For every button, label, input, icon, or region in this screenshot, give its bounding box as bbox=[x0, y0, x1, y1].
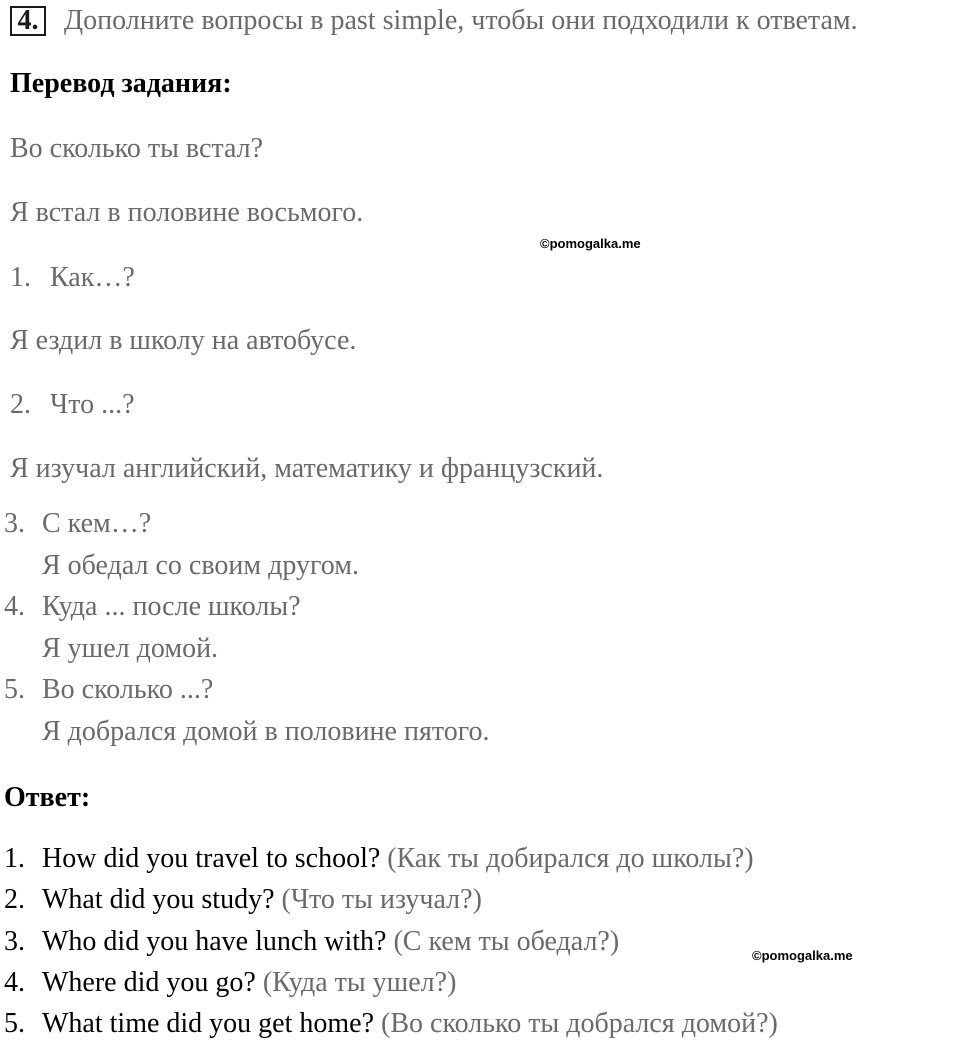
answer-item bbox=[4, 1008, 778, 1040]
example-question: Во сколько ты встал? bbox=[10, 133, 264, 164]
answer-russian: (Как ты добирался до школы?) bbox=[387, 843, 754, 874]
answer-english: Who did you have lunch with? bbox=[42, 926, 387, 957]
example-answer: Я встал в половине восьмого. bbox=[10, 197, 364, 228]
translation-item-3-answer: Я обедал со своим другом. bbox=[42, 550, 359, 581]
answer-number: 5. bbox=[4, 1008, 25, 1039]
answer-item bbox=[4, 843, 754, 875]
answer-item bbox=[4, 926, 619, 958]
watermark: ©pomogalka.me bbox=[752, 948, 853, 963]
task-instruction: Дополните вопросы в past simple, чтобы они подходили к ответам. bbox=[64, 5, 858, 36]
answer-english: What did you study? bbox=[42, 884, 275, 915]
translation-item-5-question: Во сколько ...? bbox=[42, 674, 214, 705]
translation-item-2-question: Что ...? bbox=[50, 389, 135, 420]
translation-item-5-number: 5. bbox=[4, 674, 25, 705]
answer-number: 1. bbox=[4, 843, 25, 874]
translation-item-1-question: Как…? bbox=[50, 262, 135, 293]
answer-russian: (Куда ты ушел?) bbox=[262, 967, 457, 998]
translation-item-2-answer: Я изучал английский, математику и французский. bbox=[10, 453, 604, 484]
answer-number: 3. bbox=[4, 926, 25, 957]
translation-item-3-number: 3. bbox=[4, 508, 25, 539]
watermark: ©pomogalka.me bbox=[540, 236, 641, 251]
answer-english: How did you travel to school? bbox=[42, 843, 381, 874]
translation-item-1-answer: Я ездил в школу на автобусе. bbox=[10, 325, 357, 356]
answer-heading: Ответ: bbox=[4, 782, 91, 813]
answer-english: Where did you go? bbox=[42, 967, 256, 998]
answer-number: 2. bbox=[4, 884, 25, 915]
answer-item bbox=[4, 967, 456, 999]
answer-russian: (Что ты изучал?) bbox=[281, 884, 482, 915]
answer-item bbox=[4, 884, 482, 916]
translation-heading: Перевод задания: bbox=[10, 68, 232, 99]
answer-russian: (Во сколько ты добрался домой?) bbox=[381, 1008, 778, 1039]
translation-item-2-number: 2. bbox=[10, 389, 31, 420]
translation-item-3-question: С кем…? bbox=[42, 508, 152, 539]
task-header bbox=[6, 2, 956, 42]
answer-russian: (С кем ты обедал?) bbox=[393, 926, 620, 957]
translation-item-1-number: 1. bbox=[10, 262, 31, 293]
answer-english: What time did you get home? bbox=[42, 1008, 375, 1039]
translation-item-5-answer: Я добрался домой в половине пятого. bbox=[42, 716, 490, 747]
translation-item-4-number: 4. bbox=[4, 591, 25, 622]
translation-item-4-answer: Я ушел домой. bbox=[42, 633, 219, 664]
task-number-box: 4. bbox=[10, 6, 46, 36]
answer-number: 4. bbox=[4, 967, 25, 998]
translation-item-4-question: Куда ... после школы? bbox=[42, 591, 301, 622]
